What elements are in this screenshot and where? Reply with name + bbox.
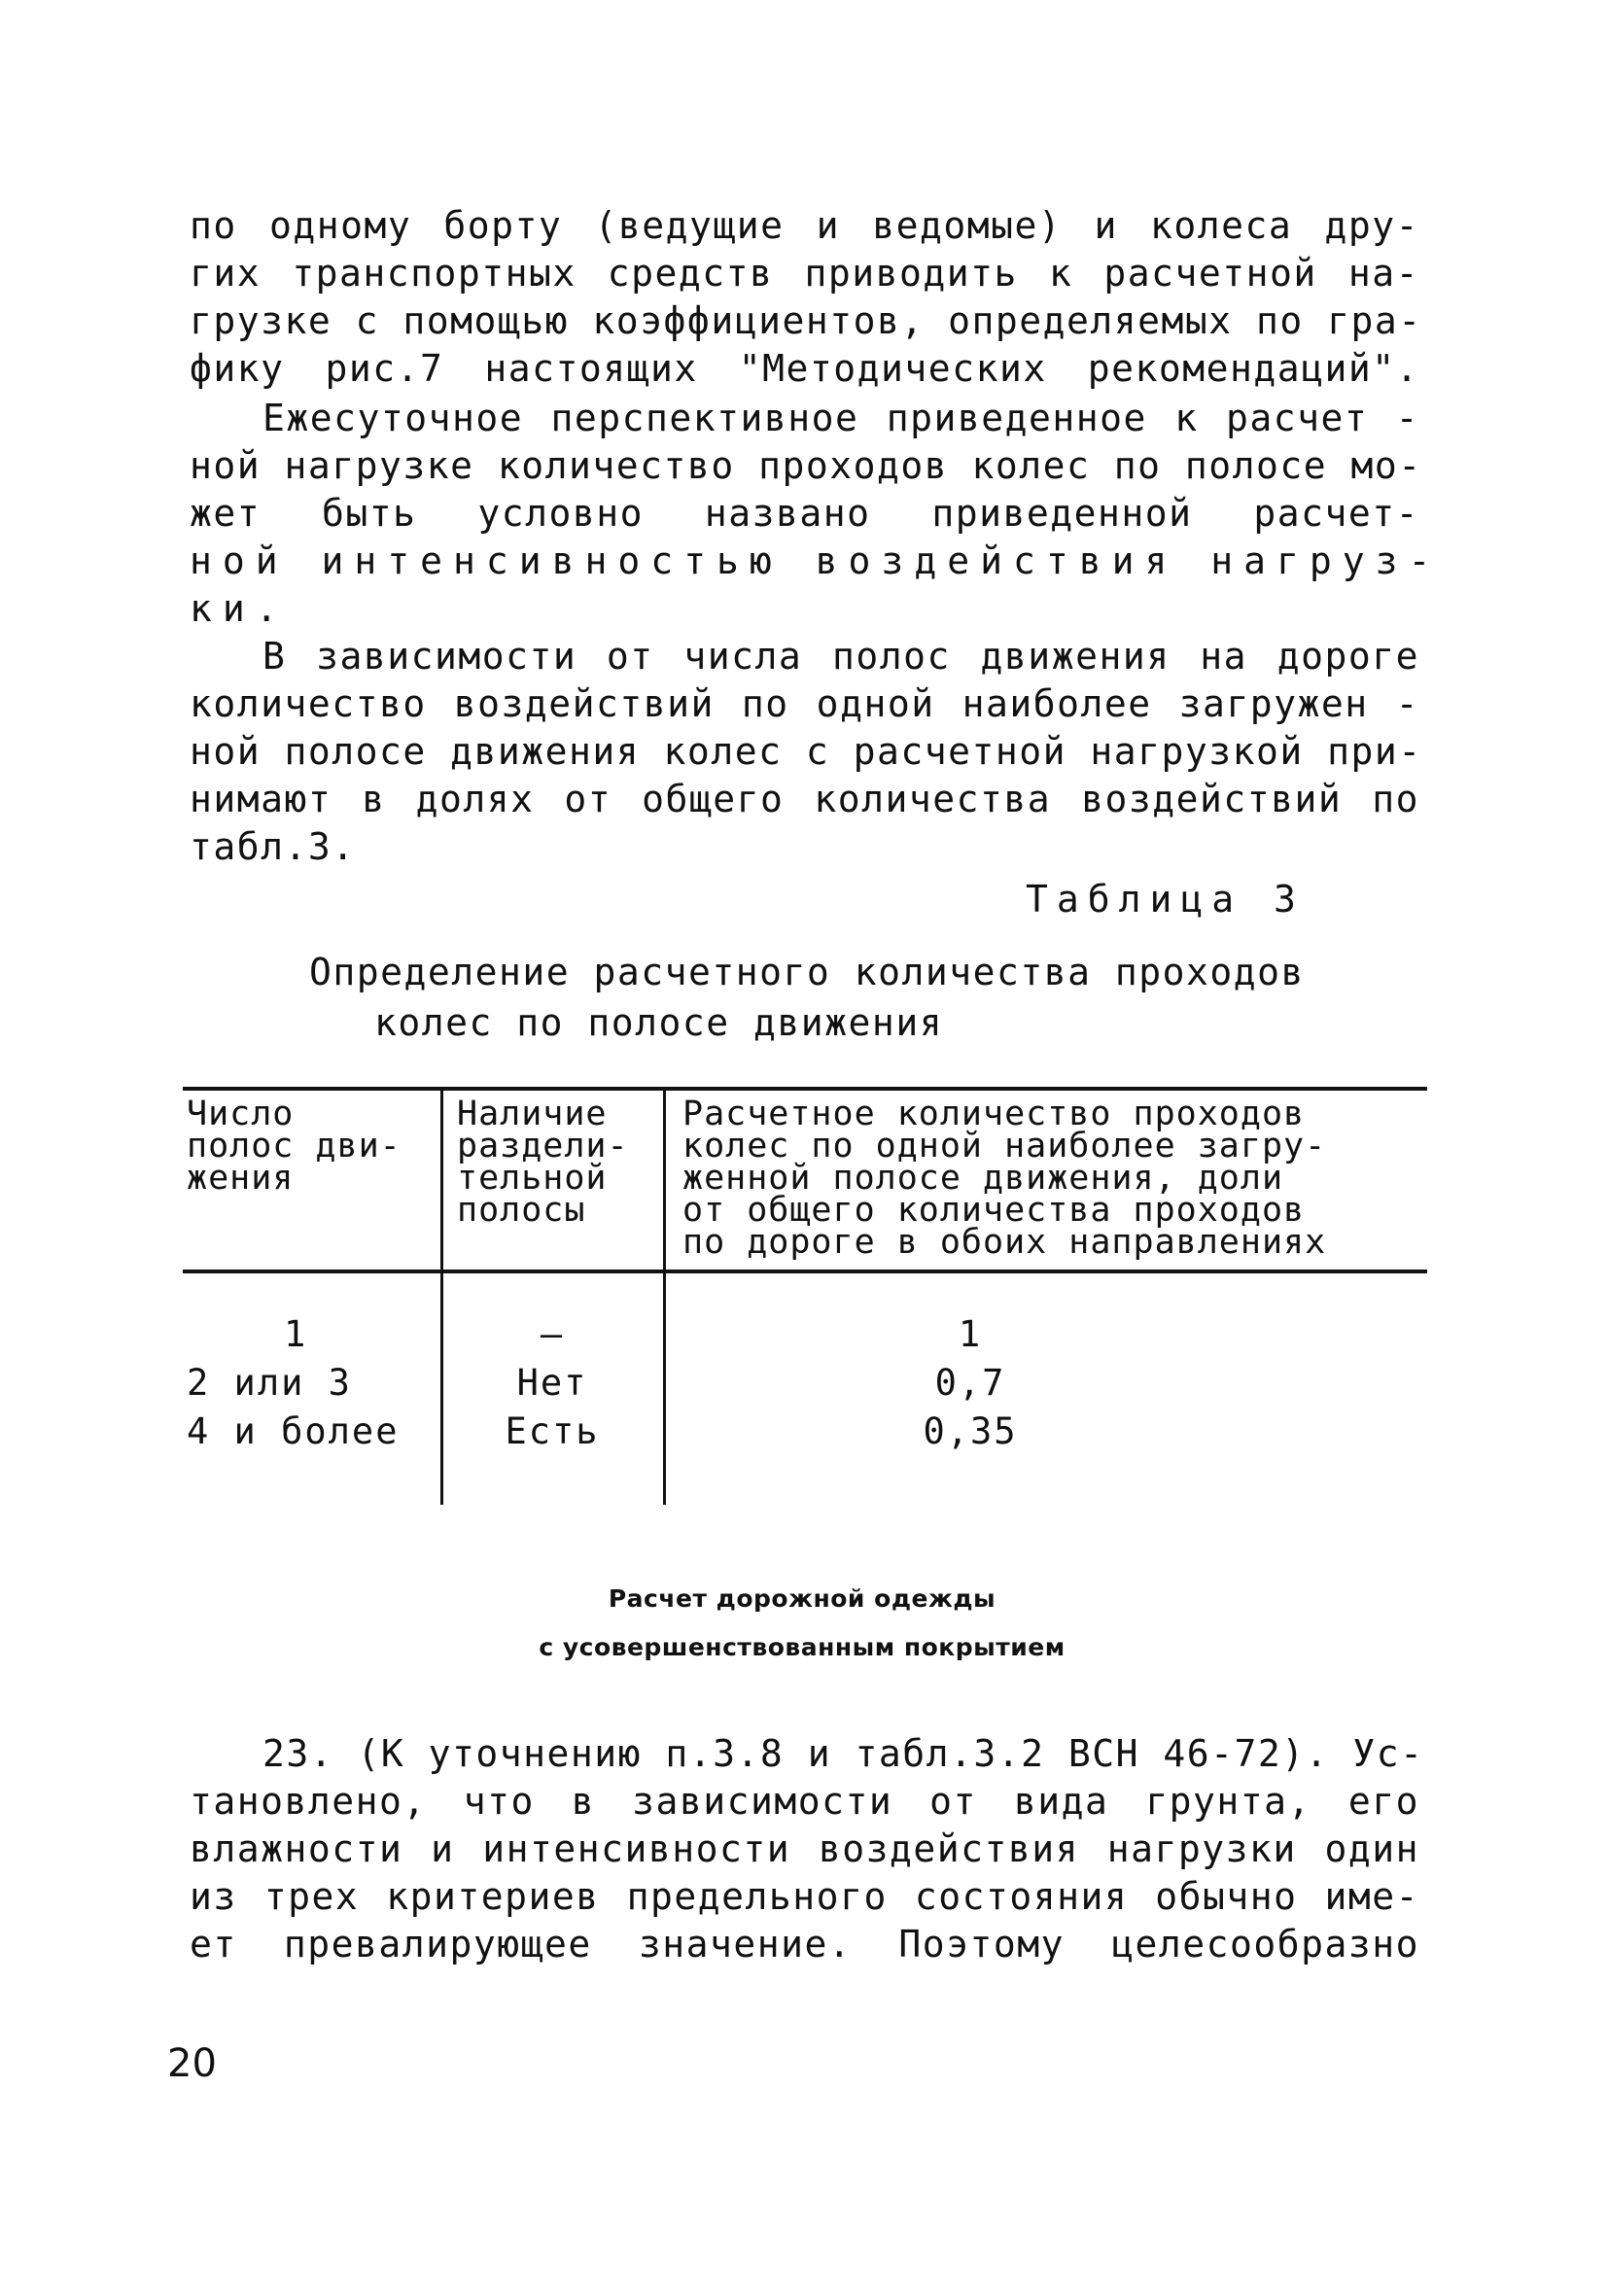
table-cell: 0,7 — [934, 1362, 1006, 1404]
table-caption: Таблица 3 — [1026, 878, 1305, 921]
header-line: Наличие — [457, 1095, 608, 1133]
text-line: Ежесуточное перспективное приведенное к расчет - — [262, 397, 1419, 439]
text-line: тановлено, что в зависимости от вида грунта, его — [190, 1780, 1419, 1823]
text-line: 23. (К уточнению п.3.8 и табл.3.2 ВСН 46-72). Ус- — [262, 1732, 1424, 1775]
column-divider-strip — [445, 1310, 659, 1456]
table-cell: 0,35 — [923, 1410, 1018, 1452]
header-passes — [682, 1095, 1327, 1262]
table-column-divider — [663, 1087, 666, 1505]
table-cell: – — [540, 1313, 565, 1355]
header-line: жения — [187, 1159, 295, 1198]
table-title-line-2: колес по полосе движения — [374, 1001, 944, 1044]
table-header-rule — [183, 1270, 1427, 1273]
section-heading-line-1: Расчет дорожной одежды — [608, 1584, 996, 1613]
table-cell: 1 — [284, 1313, 308, 1355]
header-line: тельной — [457, 1159, 608, 1198]
paragraph-3 — [190, 633, 1422, 871]
table-cell: Нет — [516, 1362, 588, 1404]
text-line: ки. — [190, 587, 289, 630]
text-line: жет быть условно названо приведенной расчет- — [190, 492, 1419, 535]
header-line: Расчетное количество проходов — [682, 1095, 1306, 1133]
table-cell: 2 или 3 — [187, 1362, 352, 1404]
text-line: влажности и интенсивности воздействия нагрузки один — [190, 1827, 1419, 1870]
paragraph-1 — [190, 202, 1422, 393]
table-top-rule — [183, 1087, 1427, 1091]
text-line: ной нагрузке количество проходов колес по полосе мо- — [190, 444, 1422, 487]
text-line: количество воздействий по одной наиболее загружен - — [190, 682, 1419, 725]
text-line: В зависимости от числа полос движения на дороге — [262, 635, 1419, 678]
header-line: колес по одной наиболее загру- — [682, 1127, 1327, 1165]
header-line: женной полосе движения, доли — [682, 1159, 1284, 1198]
section-heading-line-2: с усовершенствованным покрытием — [539, 1633, 1066, 1661]
text-line: гих транспортных средств приводить к расчетной на- — [190, 252, 1419, 295]
text-line: по одному борту (ведущие и ведомые) и колеса дру- — [190, 204, 1419, 247]
paragraph-2 — [190, 395, 1442, 633]
table-cell: Есть — [505, 1410, 600, 1452]
header-lanes — [187, 1095, 402, 1198]
text-line: ет превалирующее значение. Поэтому целесообразно — [190, 1923, 1419, 1966]
table-cell: 4 и более — [187, 1410, 400, 1452]
header-divider-strip — [457, 1095, 629, 1230]
page-number: 20 — [167, 2041, 217, 2086]
table-column-divider — [440, 1087, 443, 1505]
data-table — [183, 1087, 1427, 1505]
column-lanes — [187, 1310, 435, 1456]
table-cell: 1 — [958, 1313, 983, 1355]
text-line: табл.3. — [190, 825, 356, 868]
text-line: грузке с помощью коэффициентов, определяемых по гра- — [190, 299, 1422, 342]
text-line: из трех критериев предельного состояния обычно име- — [190, 1875, 1419, 1918]
text-line: фику рис.7 настоящих "Методических рекомендаций". — [190, 347, 1419, 390]
header-line: Число — [187, 1095, 295, 1133]
header-line: от общего количества проходов — [682, 1191, 1306, 1230]
column-passes — [669, 1310, 1242, 1456]
paragraph-4 — [190, 1730, 1424, 1968]
text-line: ной полосе движения колес с расчетной нагрузкой при- — [190, 730, 1422, 773]
header-line: полосы — [457, 1191, 586, 1230]
header-line: по дороге в обоих направлениях — [682, 1223, 1327, 1262]
text-line: ной интенсивностью воздействия нагруз- — [190, 539, 1442, 582]
table-title-line-1: Определение расчетного количества проходов — [309, 951, 1305, 993]
header-line: полос дви- — [187, 1127, 402, 1165]
header-line: раздели- — [457, 1127, 629, 1165]
text-line: нимают в долях от общего количества воздействий по — [190, 778, 1419, 820]
